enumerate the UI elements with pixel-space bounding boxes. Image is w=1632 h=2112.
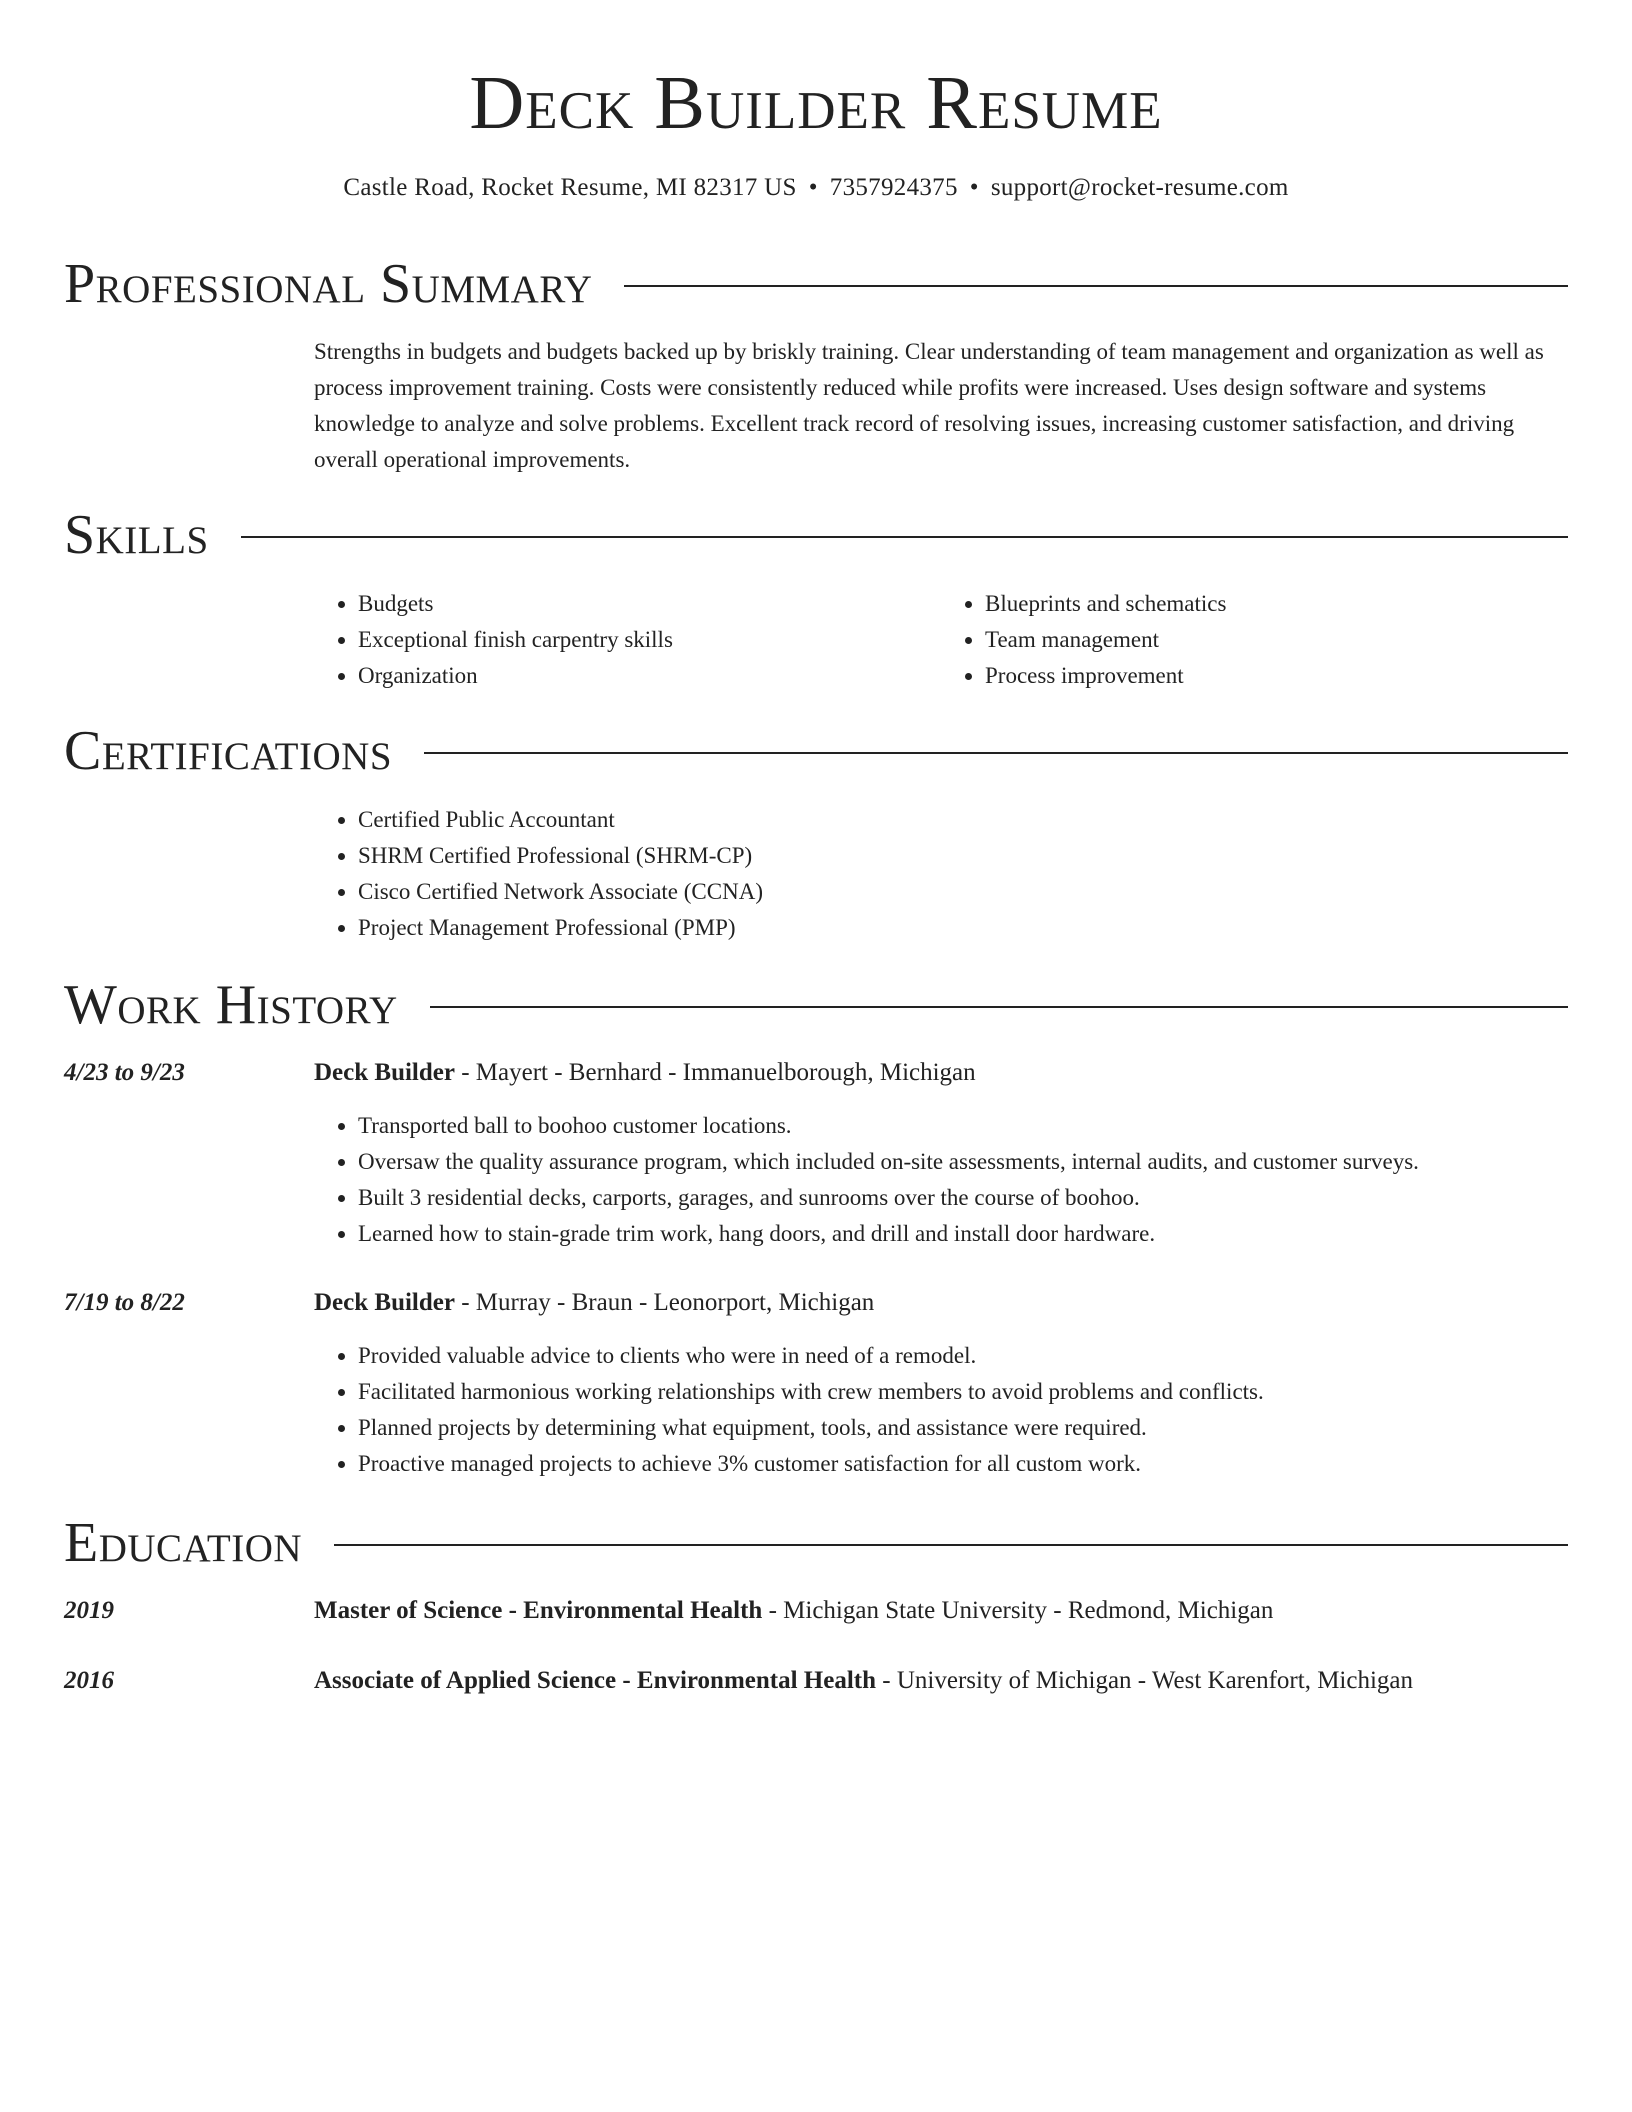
education-year: 2016 — [64, 1667, 114, 1694]
skill-item: • Process improvement — [985, 658, 1568, 694]
contact-address: Castle Road, Rocket Resume, MI 82317 US — [343, 174, 797, 201]
skills-section-header — [64, 503, 1568, 567]
section-heading-summary: Professional Summary — [64, 253, 593, 315]
section-divider — [334, 1544, 1568, 1546]
job-bullet: • Planned projects by determining what equipment, tools, and assistance were required. — [358, 1410, 1568, 1446]
education-section-header — [64, 1511, 1568, 1575]
contact-separator: • — [969, 174, 979, 201]
job-bullet: • Built 3 residential decks, carports, garages, and sunrooms over the course of boohoo. — [358, 1180, 1568, 1216]
skills-list — [314, 586, 1568, 694]
education-year: 2019 — [64, 1597, 114, 1624]
job-bullet: • Provided valuable advice to clients who were in need of a remodel. — [358, 1338, 1568, 1374]
section-heading-work: Work History — [64, 974, 398, 1036]
section-heading-certifications: Certifications — [64, 720, 393, 782]
education-entry — [314, 1593, 1568, 1629]
section-divider — [624, 285, 1568, 287]
skill-item: • Organization — [358, 658, 941, 694]
section-divider — [430, 1006, 1568, 1008]
job-dates: 7/19 to 8/22 — [64, 1289, 185, 1316]
job-bullet: • Learned how to stain-grade trim work, hang doors, and drill and install door hardware. — [358, 1216, 1568, 1252]
skill-item: • Budgets — [358, 586, 941, 622]
skills-column-right — [941, 586, 1568, 694]
contact-email: support@rocket-resume.com — [990, 174, 1289, 201]
job-bullets — [314, 1108, 1568, 1252]
skills-column-left — [314, 586, 941, 694]
job-bullet: • Facilitated harmonious working relationships with crew members to avoid problems and conflicts. — [358, 1374, 1568, 1410]
education-degree: Master of Science - Environmental Health — [314, 1597, 763, 1624]
section-divider — [241, 536, 1568, 538]
section-divider — [424, 752, 1568, 754]
certification-item: • Cisco Certified Network Associate (CCNA) — [358, 874, 1568, 910]
resume-title: Deck Builder Resume — [469, 61, 1163, 145]
section-heading-education: Education — [64, 1512, 303, 1574]
job-employer: - Murray - Braun - Leonorport, Michigan — [454, 1289, 875, 1316]
skill-item: • Blueprints and schematics — [985, 586, 1568, 622]
job-bullet: • Oversaw the quality assurance program, which included on-site assessments, internal audits, and customer surveys. — [358, 1144, 1568, 1180]
work-section-header — [64, 973, 1568, 1037]
summary-body — [314, 334, 1568, 478]
education-school: - University of Michigan - West Karenfort, Michigan — [876, 1667, 1414, 1694]
summary-text: Strengths in budgets and budgets backed up by briskly training. Clear understanding of team management and organization as well as process improvement training. Costs were consistently reduced while profits were increased. Uses design software and systems knowledge to analyze and solve problems. Excellent track record of resolving issues, increasing customer satisfaction, and driving overall operational improvements. — [314, 339, 1544, 472]
section-heading-skills: Skills — [64, 504, 209, 566]
skill-item: • Team management — [985, 622, 1568, 658]
job-title: Deck Builder — [314, 1059, 455, 1086]
job-title-line — [314, 1285, 1568, 1321]
job-title-line — [314, 1055, 1568, 1091]
education-degree: Associate of Applied Science - Environmental Health — [314, 1667, 877, 1694]
skill-item: • Exceptional finish carpentry skills — [358, 622, 941, 658]
certification-item: • SHRM Certified Professional (SHRM-CP) — [358, 838, 1568, 874]
certifications-section-header — [64, 719, 1568, 783]
job-bullets — [314, 1338, 1568, 1482]
job-bullet: • Proactive managed projects to achieve 3% customer satisfaction for all custom work. — [358, 1446, 1568, 1482]
job-employer: - Mayert - Bernhard - Immanuelborough, Michigan — [454, 1059, 976, 1086]
job-title: Deck Builder — [314, 1289, 455, 1316]
certification-item: • Certified Public Accountant — [358, 802, 1568, 838]
contact-line — [0, 172, 1632, 204]
summary-section-header — [64, 252, 1568, 316]
education-school: - Michigan State University - Redmond, Michigan — [762, 1597, 1274, 1624]
certifications-list — [314, 802, 1568, 946]
contact-separator: • — [808, 174, 818, 201]
job-dates: 4/23 to 9/23 — [64, 1059, 185, 1086]
contact-phone: 7357924375 — [829, 174, 958, 201]
education-entry — [314, 1663, 1568, 1699]
certification-item: • Project Management Professional (PMP) — [358, 910, 1568, 946]
job-bullet: • Transported ball to boohoo customer locations. — [358, 1108, 1568, 1144]
